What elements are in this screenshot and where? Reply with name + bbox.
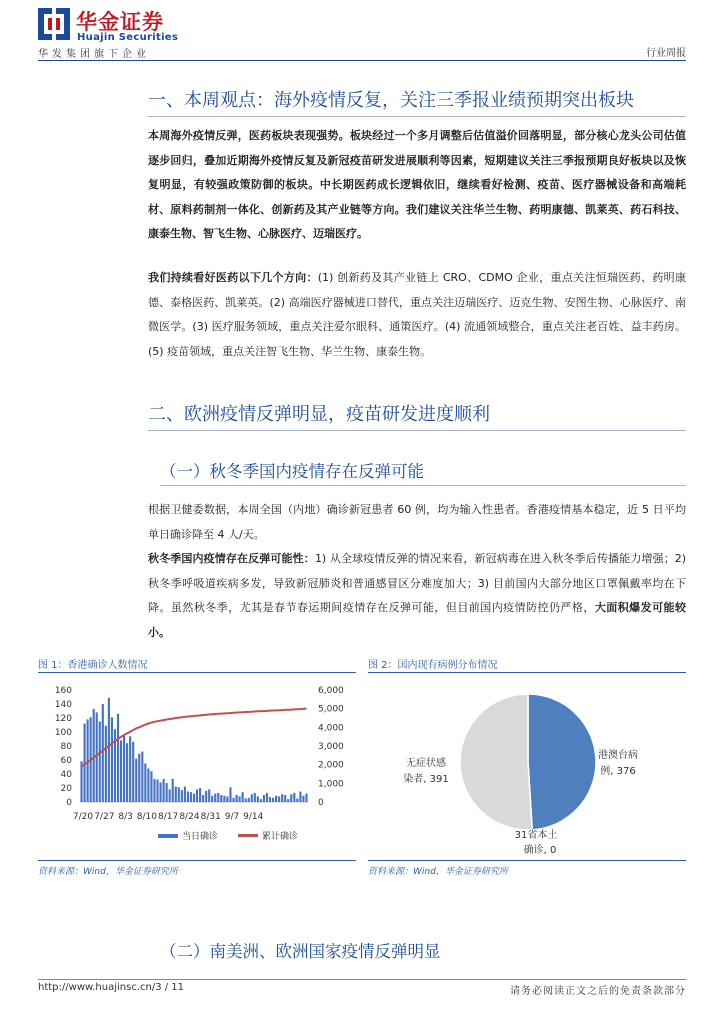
x-tick-label: 9/7 <box>224 812 240 822</box>
section-1-underline <box>148 116 686 117</box>
subsection-1-heading: （一）秋冬季国内疫情存在反弹可能 <box>160 462 424 481</box>
bar-daily-confirmed <box>202 795 204 802</box>
brand-name-cn: 华金证券 <box>76 10 164 34</box>
y-left-tick-label: 20 <box>60 784 72 794</box>
bar-daily-confirmed <box>178 787 180 802</box>
figure-2-top-rule <box>368 672 686 673</box>
legend-swatch-daily <box>158 834 178 838</box>
bar-daily-confirmed <box>248 798 250 802</box>
bar-daily-confirmed <box>166 783 168 802</box>
figure-1-title: 图 1：香港确诊人数情况 <box>38 660 148 671</box>
y-right-tick-label: 5,000 <box>318 704 344 715</box>
section-1-heading: 一、本周观点：海外疫情反复，关注三季报业绩预期突出板块 <box>148 90 634 111</box>
bar-daily-confirmed <box>135 759 137 802</box>
y-right-tick-label: 6,000 <box>318 686 344 696</box>
bar-daily-confirmed <box>205 791 207 802</box>
x-tick-label: 9/14 <box>243 812 264 822</box>
bar-daily-confirmed <box>129 736 131 802</box>
figure-1-source: 资料来源：Wind，华金证券研究所 <box>38 867 178 877</box>
figure-2-bottom-rule <box>368 860 686 861</box>
y-left-tick-label: 60 <box>60 756 72 766</box>
group-affiliation: 华发集团旗下企业 <box>38 49 150 60</box>
bar-daily-confirmed <box>251 794 253 802</box>
bar-daily-confirmed <box>199 788 201 802</box>
bar-daily-confirmed <box>111 717 113 802</box>
bar-daily-confirmed <box>220 795 222 802</box>
y-left-tick-label: 140 <box>54 700 72 710</box>
subsection-1-paragraph-2 <box>148 547 686 645</box>
bar-daily-confirmed <box>172 779 174 802</box>
bar-daily-confirmed <box>217 793 219 802</box>
bar-daily-confirmed <box>120 740 122 802</box>
bar-daily-confirmed <box>159 782 161 802</box>
footer-url[interactable]: http://www.huajinsc.cn/3 / 11 <box>38 982 185 993</box>
bar-daily-confirmed <box>242 792 244 802</box>
bar-daily-confirmed <box>229 787 231 802</box>
pie-label-local-line1: 31省本土 <box>514 830 558 841</box>
x-tick-label: 7/20 <box>72 812 94 822</box>
section-2-heading: 二、欧洲疫情反弹明显，疫苗研发进度顺利 <box>148 404 490 425</box>
bar-daily-confirmed <box>266 793 268 802</box>
x-tick-label: 8/31 <box>200 812 221 822</box>
bar-daily-confirmed <box>239 796 241 802</box>
pie-label-hk-line1: 港澳台病 <box>598 750 638 761</box>
bar-daily-confirmed <box>190 792 192 802</box>
bar-daily-confirmed <box>156 780 158 802</box>
bar-daily-confirmed <box>263 795 265 802</box>
bar-daily-confirmed <box>260 799 262 802</box>
x-tick-label: 8/10 <box>136 812 157 822</box>
bar-daily-confirmed <box>144 764 146 803</box>
y-right-tick-label: 1,000 <box>318 779 344 790</box>
y-left-tick-label: 40 <box>60 770 72 780</box>
bar-daily-confirmed <box>99 722 101 803</box>
y-right-tick-label: 4,000 <box>318 723 344 734</box>
figure-2-source: 资料来源：Wind，华金证券研究所 <box>368 867 508 877</box>
paragraph-lead: 秋冬季国内疫情存在反弹可能性： <box>148 552 315 565</box>
bar-daily-confirmed <box>126 743 128 802</box>
pie-label-local-line2: 确诊, 0 <box>523 845 557 856</box>
bar-daily-confirmed <box>80 761 82 802</box>
header-divider <box>38 60 686 61</box>
figure-1-legend <box>158 830 298 842</box>
pie-label-hk-line2: 例, 376 <box>600 766 636 777</box>
subsection-1-underline <box>160 485 686 486</box>
legend-label-daily: 当日确诊 <box>182 832 219 842</box>
bar-daily-confirmed <box>93 709 95 802</box>
brand-name-en: Huajin Securities <box>77 32 179 43</box>
x-tick-label: 8/3 <box>118 812 133 822</box>
y-left-tick-label: 160 <box>54 686 72 696</box>
section-1-paragraph-1: 本周海外疫情反弹，医药板块表现强势。板块经过一个多月调整后估值溢价回落明显，部分核心龙头公司估值逐步回归，叠加近期海外疫情反复及新冠疫苗研发进展顺利等因素，短期建议关注三季报预期良好板块以及恢复明显，有较强政策防御的板块。中长期医药成长逻辑依旧，继续看好检测、疫苗、医疗器械设备和高端耗材、原料药制剂一体化、创新药及其产业链等方向。我们建议关注华兰生物、药明康德、凯莱英、药石科技、康泰生物、智飞生物、心脉医疗、迈瑞医疗。 <box>148 129 686 240</box>
y-left-tick-label: 80 <box>60 742 72 752</box>
section-1-paragraph-2 <box>148 266 686 364</box>
bar-daily-confirmed <box>290 794 292 802</box>
bar-daily-confirmed <box>299 792 301 803</box>
pie-slice <box>528 694 596 830</box>
bar-daily-confirmed <box>105 726 107 802</box>
figure-2-title: 图 2：国内现有病例分布情况 <box>368 660 498 671</box>
pie-label-asym-line1: 无症状感 <box>406 758 446 769</box>
paragraph-2-body: (1) 创新药及其产业链上 CRO、CDMO 企业，重点关注恒瑞医药、药明康德、泰格医药、凯莱英。(2) 高端医疗器械进口替代，重点关注迈瑞医疗、迈克生物、安图生物、心脉医疗、南微医学。(3) 医疗服务领域，重点关注爱尔眼科、通策医疗。(4) 流通领域整合，重点关注老百姓、益丰药房。(5) 疫苗领域，重点关注智飞生物、华兰生物、康泰生物。 <box>148 271 686 358</box>
y-left-tick-label: 0 <box>66 798 72 808</box>
bar-daily-confirmed <box>108 698 110 802</box>
figure-1-top-rule <box>38 672 356 673</box>
bar-daily-confirmed <box>163 779 165 802</box>
x-tick-label: 7/27 <box>94 812 115 822</box>
footer-disclaimer: 请务必阅读正文之后的免责条款部分 <box>510 986 686 997</box>
bar-daily-confirmed <box>272 798 274 802</box>
x-tick-label: 8/24 <box>179 812 200 822</box>
bar-daily-confirmed <box>269 797 271 802</box>
figure-1-bottom-rule <box>38 860 356 861</box>
legend-label-cumulative: 累计确诊 <box>262 832 299 842</box>
bar-daily-confirmed <box>226 796 228 802</box>
figure-2-chart <box>368 676 686 856</box>
legend-swatch-cumulative <box>238 834 258 837</box>
bar-daily-confirmed <box>214 794 216 802</box>
y-left-tick-label: 100 <box>54 728 72 738</box>
bar-daily-confirmed <box>184 787 186 802</box>
bar-daily-confirmed <box>302 796 304 802</box>
bar-daily-confirmed <box>196 789 198 802</box>
bar-daily-confirmed <box>147 768 149 802</box>
bar-daily-confirmed <box>193 794 195 802</box>
bar-daily-confirmed <box>138 754 140 802</box>
bar-daily-confirmed <box>150 771 152 802</box>
footer-divider <box>38 979 686 980</box>
y-right-tick-label: 2,000 <box>318 760 344 771</box>
bar-daily-confirmed <box>254 793 256 802</box>
bar-daily-confirmed <box>281 794 283 802</box>
bar-daily-confirmed <box>245 799 247 803</box>
bar-daily-confirmed <box>117 714 119 802</box>
report-type: 行业周报 <box>646 48 686 59</box>
bar-daily-confirmed <box>132 742 134 802</box>
bar-daily-confirmed <box>187 792 189 803</box>
bar-daily-confirmed <box>208 789 210 802</box>
y-right-tick-label: 3,000 <box>318 742 344 752</box>
bar-daily-confirmed <box>296 799 298 803</box>
brand-logo-icon <box>38 8 70 40</box>
bar-daily-confirmed <box>293 793 295 802</box>
bar-daily-confirmed <box>232 798 234 802</box>
bar-daily-confirmed <box>275 796 277 802</box>
bar-daily-confirmed <box>305 794 307 802</box>
bar-daily-confirmed <box>211 796 213 802</box>
bar-daily-confirmed <box>141 752 143 802</box>
bar-daily-confirmed <box>287 799 289 802</box>
figure-1-chart <box>38 676 356 856</box>
bar-daily-confirmed <box>223 796 225 802</box>
bar-daily-confirmed <box>153 779 155 802</box>
pie-slice <box>460 694 532 830</box>
subsection-2-heading: （二）南美洲、欧洲国家疫情反弹明显 <box>160 942 441 961</box>
y-left-tick-label: 120 <box>54 714 72 724</box>
bar-daily-confirmed <box>169 789 171 802</box>
paragraph-2-lead: 我们持续看好医药以下几个方向： <box>148 271 318 284</box>
y-right-tick-label: 0 <box>318 798 324 808</box>
bar-daily-confirmed <box>123 735 125 802</box>
bar-daily-confirmed <box>278 796 280 802</box>
bar-daily-confirmed <box>257 796 259 802</box>
x-tick-label: 8/17 <box>158 812 179 822</box>
bar-daily-confirmed <box>284 795 286 802</box>
subsection-1-paragraph-1: 根据卫健委数据，本周全国（内地）确诊新冠患者 60 例，均为输入性患者。香港疫情基本稳定，近 5 日平均单日确诊降至 4 人/天。 <box>148 503 686 541</box>
pie-label-asym-line2: 染者, 391 <box>403 774 449 785</box>
bar-daily-confirmed <box>235 795 237 802</box>
bar-daily-confirmed <box>181 790 183 802</box>
paragraph-body: 1) 从全球疫情反弹的情况来看，新冠病毒在进入秋冬季后传播能力增强；2) 秋冬季呼吸道疾病多发，导致新冠肺炎和普通感冒区分难度加大；3) 目前国内大部分地区口罩佩戴率均在下降。虽然秋冬季，尤其是春节春运期间疫情存在反弹可能，但目前国内疫情防控仍严格， <box>148 552 687 614</box>
paragraph-tail: 大面积爆发可能较小。 <box>148 601 687 639</box>
bar-daily-confirmed <box>102 704 104 802</box>
section-2-underline <box>148 430 686 431</box>
bar-daily-confirmed <box>175 787 177 802</box>
bar-daily-confirmed <box>96 712 98 802</box>
